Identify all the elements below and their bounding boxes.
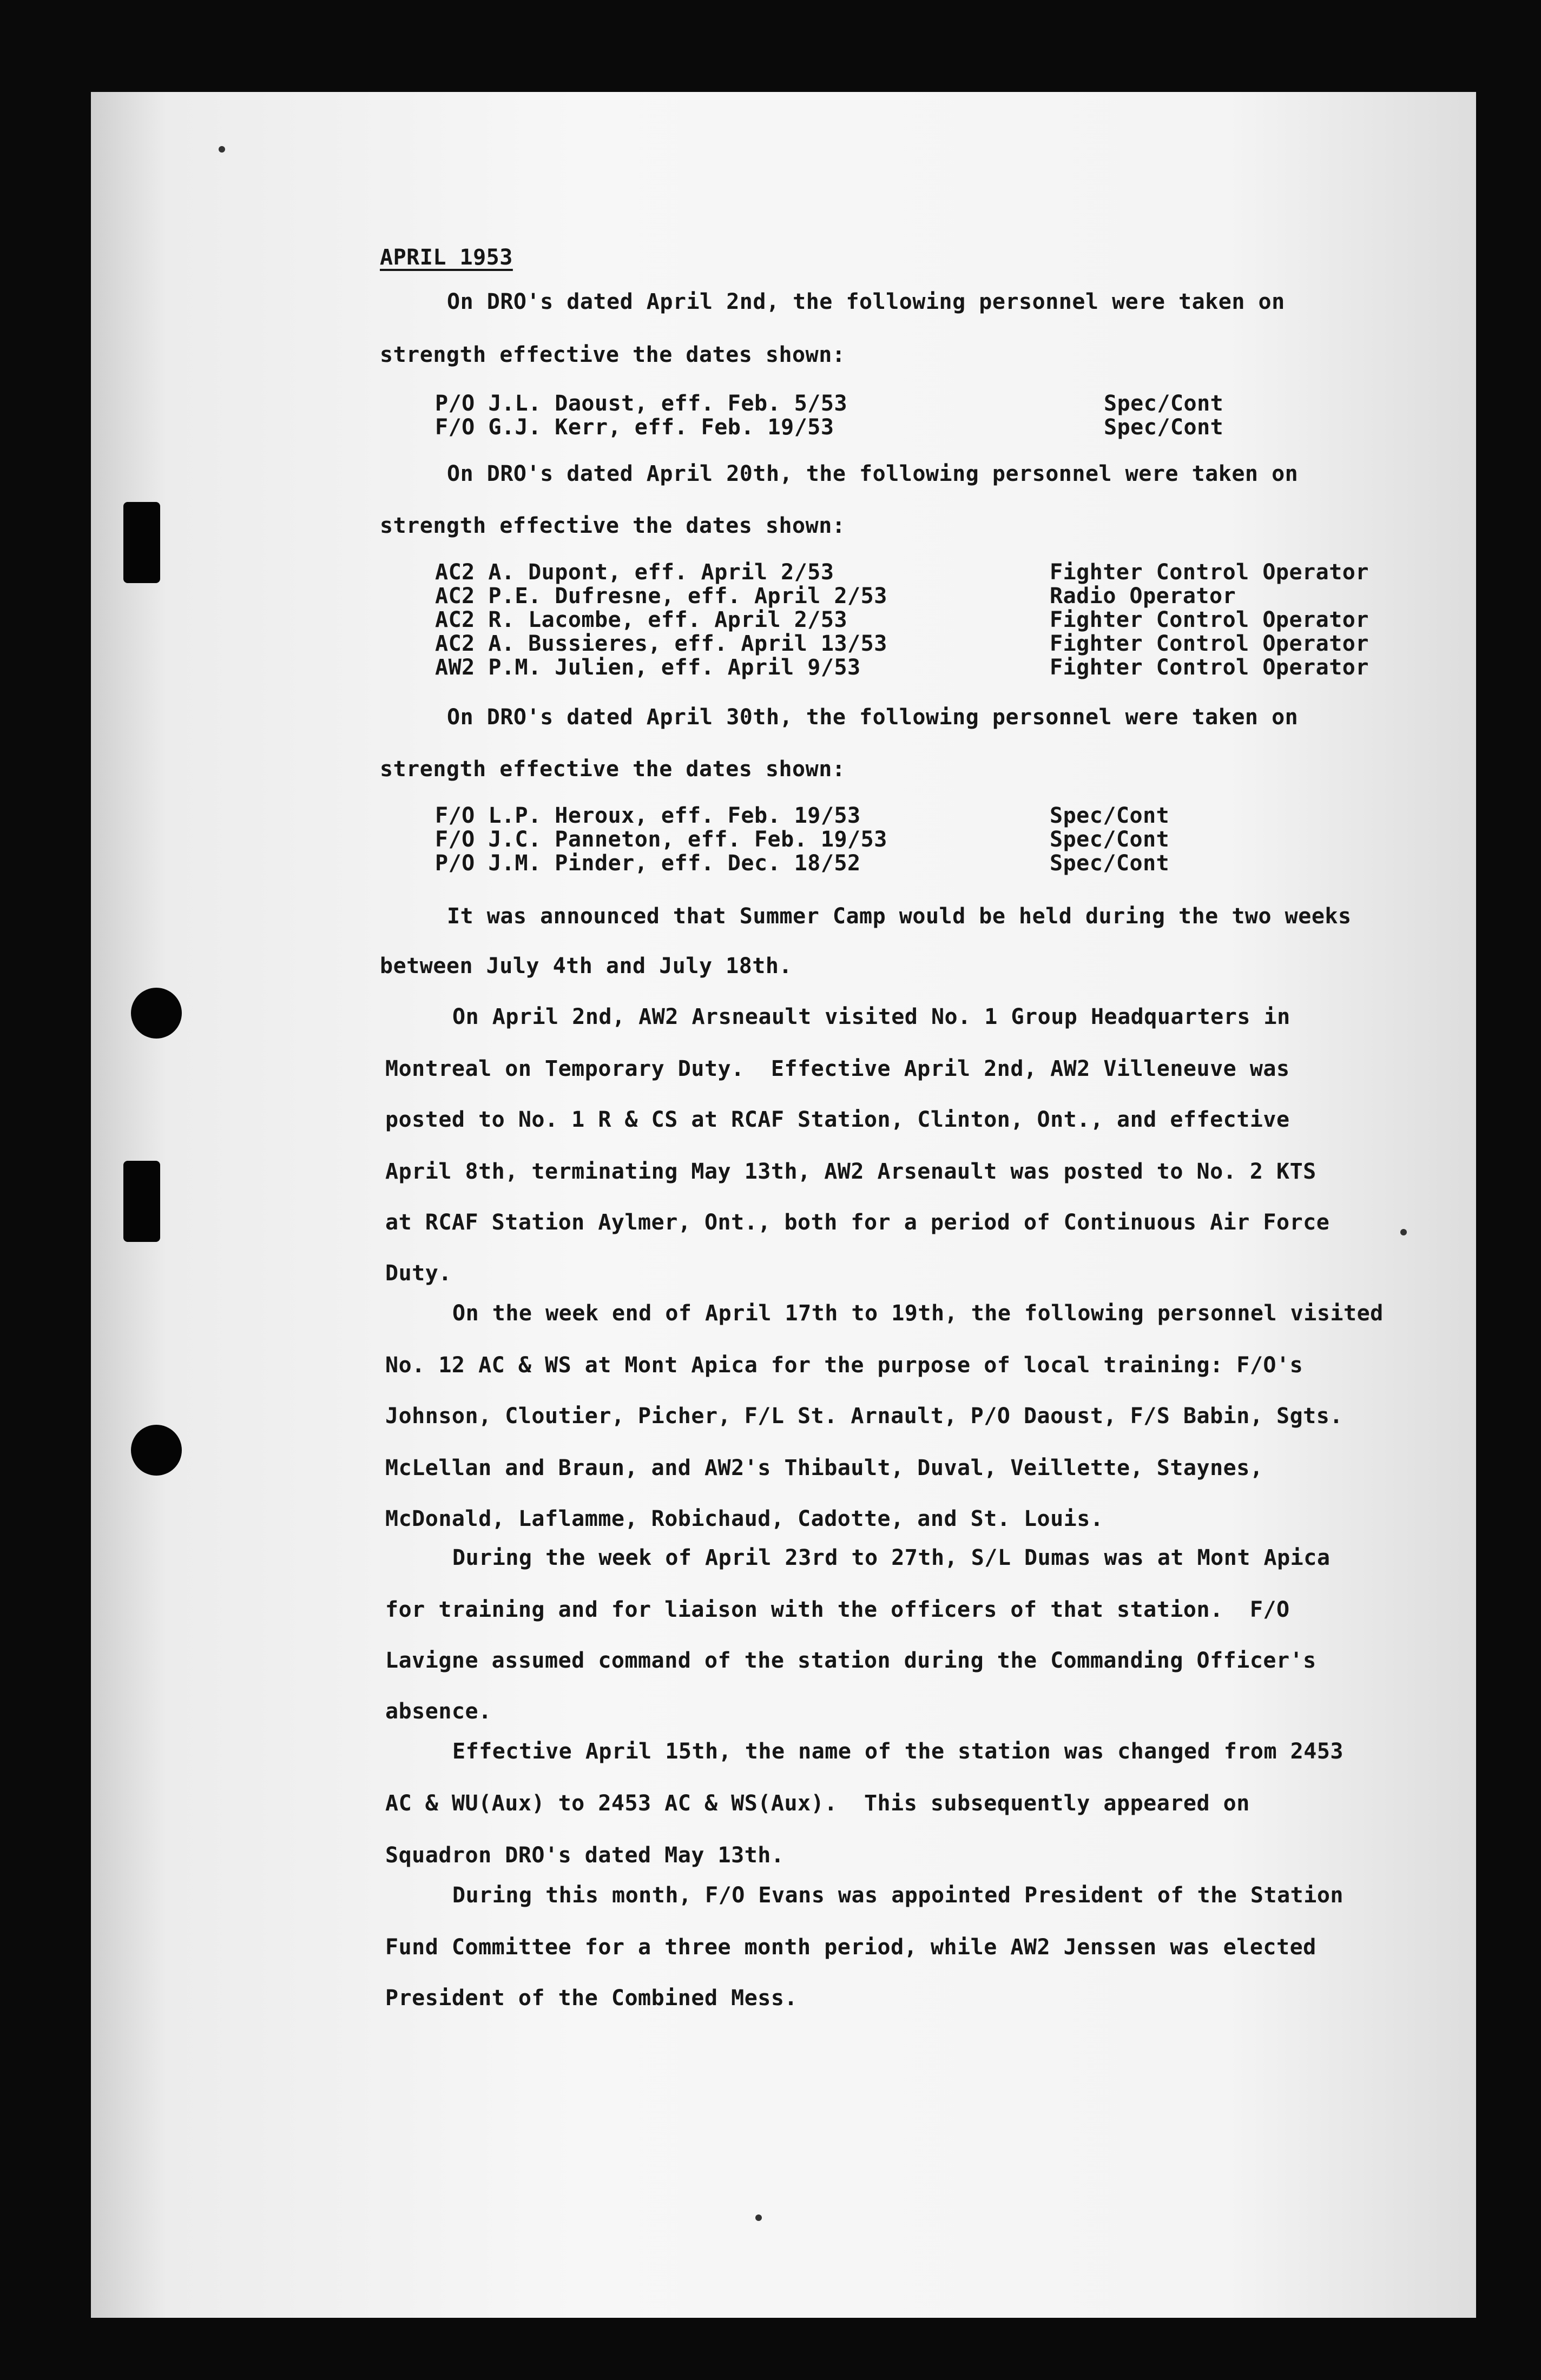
personnel-name: F/O J.C. Panneton, eff. Feb. 19/53 [435, 827, 887, 852]
paragraph-line: AC & WU(Aux) to 2453 AC & WS(Aux). This subsequently appeared on [385, 1791, 1250, 1816]
paragraph-line: On DRO's dated April 20th, the following personnel were taken on [447, 461, 1299, 486]
binder-hole-lower [131, 1425, 182, 1476]
paragraph-line: On DRO's dated April 2nd, the following personnel were taken on [447, 289, 1285, 314]
paragraph-line: McLellan and Braun, and AW2's Thibault, Duval, Veillette, Staynes, [385, 1456, 1263, 1480]
paper-speck [1400, 1229, 1407, 1235]
personnel-trade: Radio Operator [1050, 584, 1236, 609]
paragraph-line: at RCAF Station Aylmer, Ont., both for a period of Continuous Air Force [385, 1210, 1330, 1235]
paragraph-line: Lavigne assumed command of the station during the Commanding Officer's [385, 1648, 1316, 1673]
personnel-name: AW2 P.M. Julien, eff. April 9/53 [435, 655, 861, 680]
binder-slot-middle [123, 1161, 160, 1242]
personnel-name: F/O L.P. Heroux, eff. Feb. 19/53 [435, 803, 861, 828]
paragraph-line: Squadron DRO's dated May 13th. [385, 1843, 785, 1868]
paragraph-line: Montreal on Temporary Duty. Effective April 2nd, AW2 Villeneuve was [385, 1056, 1290, 1081]
personnel-trade: Spec/Cont [1104, 391, 1224, 416]
paragraph-line: On DRO's dated April 30th, the following personnel were taken on [447, 705, 1299, 730]
personnel-name: AC2 P.E. Dufresne, eff. April 2/53 [435, 584, 887, 609]
paragraph-line: On April 2nd, AW2 Arsneault visited No. 1 Group Headquarters in [452, 1004, 1290, 1029]
binder-hole-upper [131, 988, 182, 1039]
paragraph-line: strength effective the dates shown: [380, 513, 846, 538]
personnel-trade: Spec/Cont [1104, 415, 1224, 440]
paragraph-line: On the week end of April 17th to 19th, the following personnel visited [452, 1301, 1384, 1326]
paragraph-line: April 8th, terminating May 13th, AW2 Arsenault was posted to No. 2 KTS [385, 1159, 1316, 1184]
paragraph-line: McDonald, Laflamme, Robichaud, Cadotte, and St. Louis. [385, 1506, 1104, 1531]
paragraph-line: It was announced that Summer Camp would be held during the two weeks [447, 904, 1352, 929]
personnel-trade: Fighter Control Operator [1050, 631, 1369, 656]
paper-speck [219, 146, 225, 153]
paper-speck [755, 2214, 762, 2221]
paragraph-line: strength effective the dates shown: [380, 342, 846, 367]
personnel-name: F/O G.J. Kerr, eff. Feb. 19/53 [435, 415, 834, 440]
personnel-trade: Fighter Control Operator [1050, 560, 1369, 585]
paragraph-line: No. 12 AC & WS at Mont Apica for the purpose of local training: F/O's [385, 1353, 1303, 1378]
personnel-name: P/O J.L. Daoust, eff. Feb. 5/53 [435, 391, 848, 416]
paragraph-line: strength effective the dates shown: [380, 757, 846, 782]
personnel-trade: Fighter Control Operator [1050, 607, 1369, 632]
paragraph-line: Fund Committee for a three month period, while AW2 Jenssen was elected [385, 1935, 1316, 1960]
personnel-trade: Spec/Cont [1050, 803, 1170, 828]
paragraph-line: President of the Combined Mess. [385, 1986, 798, 2011]
paragraph-line: between July 4th and July 18th. [380, 954, 793, 979]
paragraph-line: for training and for liaison with the officers of that station. F/O [385, 1597, 1290, 1622]
personnel-name: AC2 A. Dupont, eff. April 2/53 [435, 560, 834, 585]
paragraph-line: During this month, F/O Evans was appointed President of the Station [452, 1883, 1344, 1908]
personnel-name: AC2 R. Lacombe, eff. April 2/53 [435, 607, 848, 632]
paragraph-line: Johnson, Cloutier, Picher, F/L St. Arnault, P/O Daoust, F/S Babin, Sgts. [385, 1404, 1343, 1429]
paragraph-line: Effective April 15th, the name of the station was changed from 2453 [452, 1739, 1344, 1764]
personnel-trade: Spec/Cont [1050, 851, 1170, 876]
paragraph-line: During the week of April 23rd to 27th, S/L Dumas was at Mont Apica [452, 1545, 1331, 1570]
personnel-trade: Fighter Control Operator [1050, 655, 1369, 680]
personnel-name: AC2 A. Bussieres, eff. April 13/53 [435, 631, 887, 656]
paragraph-line: absence. [385, 1699, 492, 1724]
binder-slot-top [123, 502, 160, 583]
page-heading: APRIL 1953 [380, 245, 513, 270]
personnel-name: P/O J.M. Pinder, eff. Dec. 18/52 [435, 851, 861, 876]
paragraph-line: Duty. [385, 1261, 452, 1286]
paragraph-line: posted to No. 1 R & CS at RCAF Station, Clinton, Ont., and effective [385, 1107, 1290, 1132]
personnel-trade: Spec/Cont [1050, 827, 1170, 852]
